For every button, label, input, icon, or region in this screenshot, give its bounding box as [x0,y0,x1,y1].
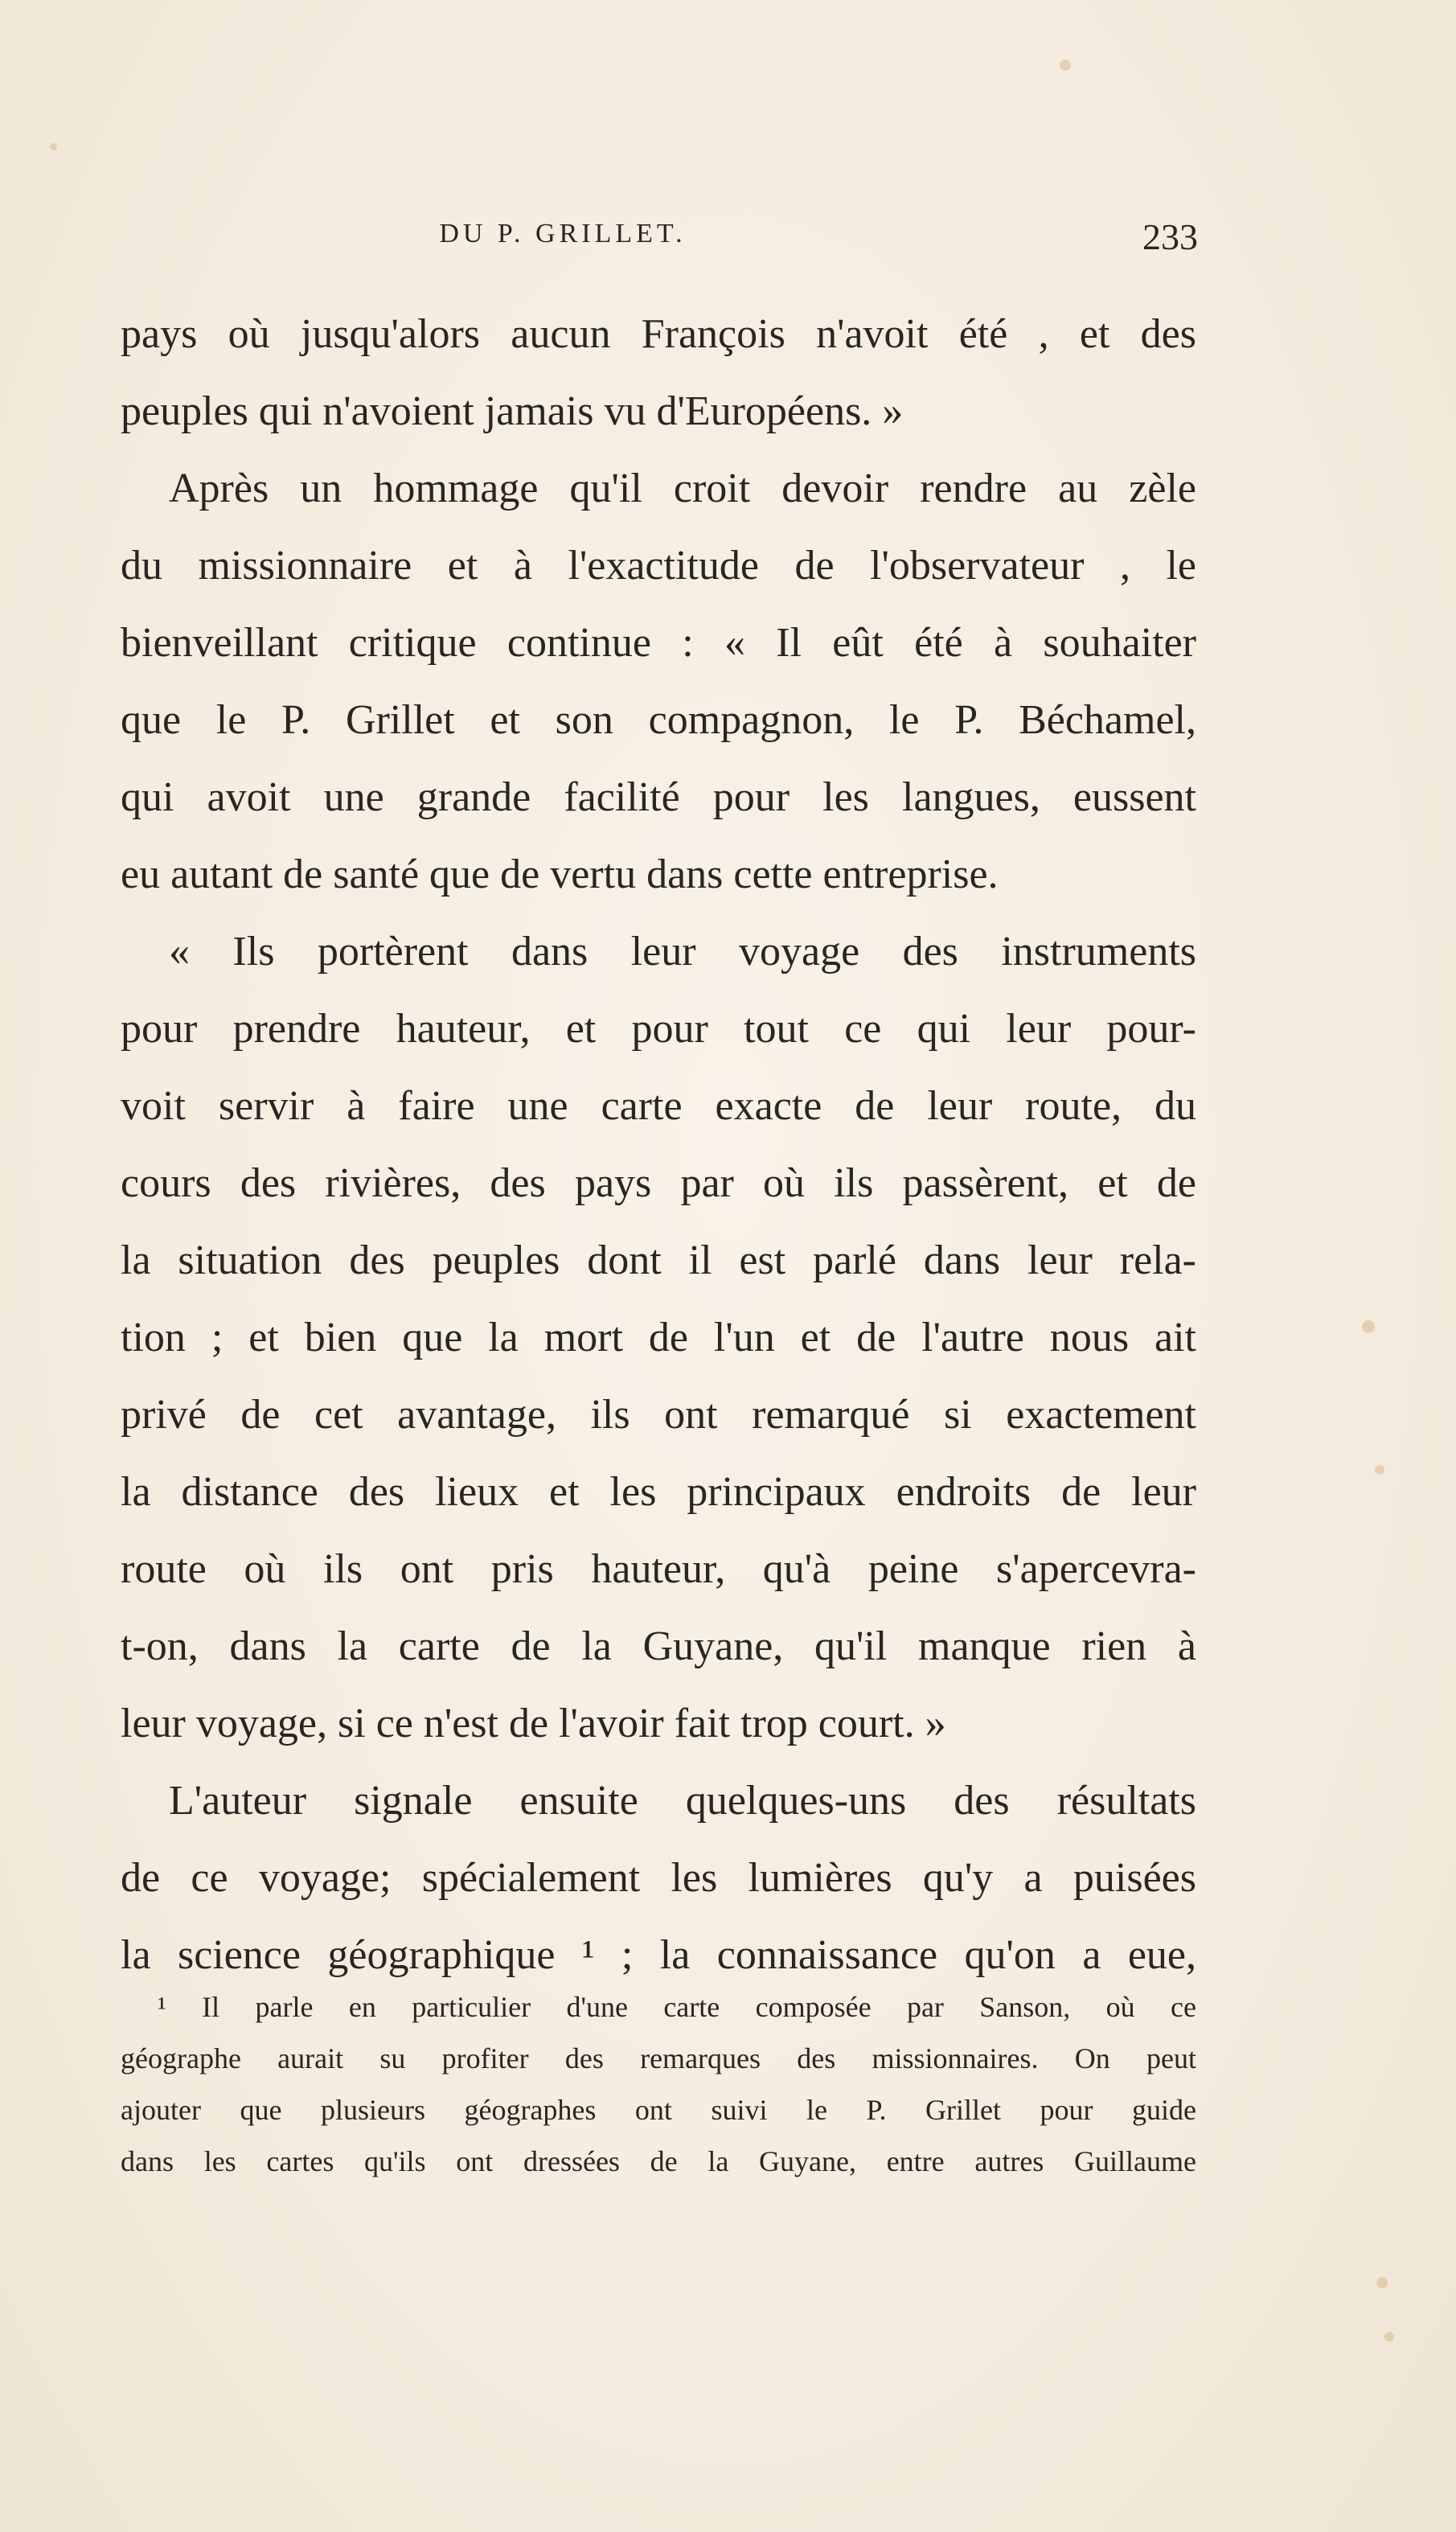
text-line: eu autant de santé que de vertu dans cette entreprise. [121,852,999,897]
text-line: la situation des peuples dont il est parlé dans leur rela- [121,1237,1196,1283]
text-line: privé de cet avantage, ils ont remarqué si exactement [121,1392,1196,1438]
text-line: leur voyage, si ce n'est de l'avoir fait trop court. » [121,1701,946,1746]
text-line: cours des rivières, des pays par où ils passèrent, et de [121,1160,1196,1206]
text-line: Après un hommage qu'il croit devoir rendre au zèle [169,466,1196,511]
text-line: « Ils portèrent dans leur voyage des instruments [169,929,1196,975]
footnote-line: ajouter que plusieurs géographes ont suivi le P. Grillet pour guide [121,2094,1196,2126]
text-line: que le P. Grillet et son compagnon, le P. Béchamel, [121,697,1196,743]
text-line: la science géographique ¹ ; la connaissance qu'on a eue, [121,1932,1196,1978]
text-line: tion ; et bien que la mort de l'un et de l'autre nous ait [121,1315,1196,1360]
footnotes [121,1981,1196,2187]
text-line: du missionnaire et à l'exactitude de l'observateur , le [121,543,1196,589]
text-line: qui avoit une grande facilité pour les langues, eussent [121,774,1196,820]
footnote-line: dans les cartes qu'ils ont dressées de la Guyane, entre autres Guillaume [121,2145,1196,2177]
text-line: route où ils ont pris hauteur, qu'à peine s'apercevra- [121,1546,1196,1592]
footnote-line: ¹ Il parle en particulier d'une carte composée par Sanson, où ce [158,1991,1196,2023]
text-line: t-on, dans la carte de la Guyane, qu'il manque rien à [121,1623,1196,1669]
text-line: pays où jusqu'alors aucun François n'avoit été , et des [121,311,1196,357]
running-head-title: DU P. GRILLET. [439,219,687,248]
text-line: bienveillant critique continue : « Il eût été à souhaiter [121,620,1196,666]
text-line: de ce voyage; spécialement les lumières qu'y a puisées [121,1855,1196,1901]
main-text [121,296,1196,1994]
text-line: la distance des lieux et les principaux endroits de leur [121,1469,1196,1515]
page-number: 233 [1142,216,1198,257]
text-line: L'auteur signale ensuite quelques-uns des résultats [169,1778,1196,1824]
text-line: voit servir à faire une carte exacte de leur route, du [121,1083,1196,1129]
text-line: peuples qui n'avoient jamais vu d'Européens. » [121,388,904,434]
running-head [121,215,1198,264]
footnote-line: géographe aurait su profiter des remarques des missionnaires. On peut [121,2042,1196,2074]
text-line: pour prendre hauteur, et pour tout ce qui leur pour- [121,1006,1196,1052]
